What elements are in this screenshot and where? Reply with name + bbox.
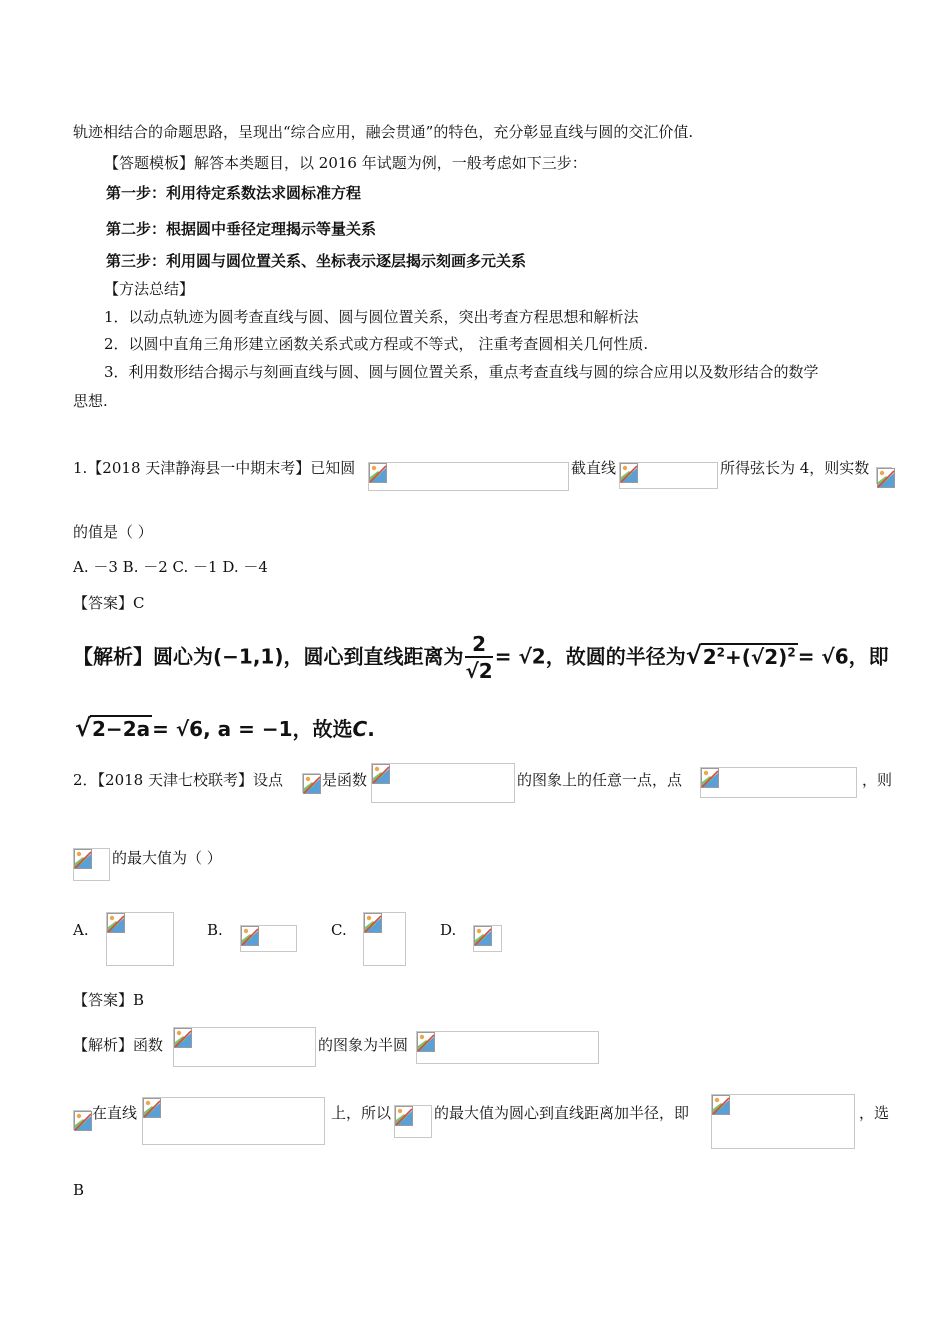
solution-equals: = √2 xyxy=(494,644,546,669)
method-item-3-cont: 思想. xyxy=(73,392,108,410)
q1-stem-part3: 所得弦长为 4，则实数 xyxy=(720,459,870,477)
step-3: 第三步：利用圆与圆位置关系、坐标表示逐层揭示刻画多元关系 xyxy=(106,252,527,270)
solution-text: ，故选 xyxy=(292,717,353,741)
solution-equals: = √6 xyxy=(797,644,849,669)
q2-stem-part5: 的最大值为（ ） xyxy=(112,849,222,867)
broken-image-icon xyxy=(363,912,406,966)
q1-options: A. －3 B. －2 C. －1 D. －4 xyxy=(73,558,268,576)
solution-center: (−1,1) xyxy=(213,644,284,669)
broken-image-icon xyxy=(368,462,569,491)
radicand-term: (√2) xyxy=(741,644,788,669)
radical-sign: √ xyxy=(75,714,92,742)
broken-image-icon xyxy=(240,925,297,952)
radical-sign: √ xyxy=(685,641,702,670)
radius-radicand xyxy=(701,643,798,669)
q2-solution-part7: B xyxy=(73,1181,85,1199)
q2-option-c-label: C. xyxy=(331,921,347,939)
q1-solution-line2 xyxy=(75,713,375,742)
step-2: 第二步：根据圆中垂径定理揭示等量关系 xyxy=(106,220,377,238)
fraction-numerator: 2 xyxy=(465,632,492,658)
distance-fraction xyxy=(465,632,492,684)
solution-choice: C xyxy=(352,717,368,741)
broken-image-icon xyxy=(711,1094,855,1149)
solution-text: ，即 xyxy=(848,644,889,669)
q1-solution-line1 xyxy=(73,632,889,684)
q2-solution-part1: 【解析】函数 xyxy=(73,1036,164,1054)
method-item-1: 1．以动点轨迹为圆考查直线与圆、圆与圆位置关系，突出考查方程思想和解析法 xyxy=(104,308,639,326)
fraction-denominator: √2 xyxy=(465,659,493,683)
broken-image-icon xyxy=(473,925,502,952)
radicand-plus: + xyxy=(725,644,742,669)
q2-stem-part1: 2．【2018 天津七校联考】设点 xyxy=(73,771,283,789)
method-item-2: 2．以圆中直角三角形建立函数关系式或方程或不等式， 注重考查圆相关几何性质. xyxy=(104,335,649,353)
broken-image-icon xyxy=(700,767,857,798)
step-1: 第一步：利用待定系数法求圆标准方程 xyxy=(106,184,362,202)
broken-image-icon xyxy=(619,462,718,489)
broken-image-icon xyxy=(142,1097,325,1145)
method-item-3: 3．利用数形结合揭示与刻画直线与圆、圆与圆位置关系，重点考查直线与圆的综合应用以及数形结合的数学 xyxy=(104,363,819,381)
q1-answer: 【答案】C xyxy=(73,594,145,612)
solution-text: ，故圆的半径为 xyxy=(545,644,686,669)
q1-stem-part2: 截直线 xyxy=(571,459,617,477)
q1-stem-part4: 的值是（ ） xyxy=(73,523,153,541)
q2-stem-part4: ，则 xyxy=(862,771,893,789)
radicand-exponent: 2 xyxy=(716,644,726,659)
template-heading: 【答题模板】解答本类题目，以 2016 年试题为例，一般考虑如下三步： xyxy=(104,154,587,172)
q2-solution-part4: 上，所以 xyxy=(331,1104,392,1122)
radicand-exponent: 2 xyxy=(787,644,796,659)
q2-solution-part6: ，选 xyxy=(859,1104,890,1122)
solution-label: 【解析】圆心为 xyxy=(73,644,213,669)
q2-option-a-label: A. xyxy=(73,921,89,939)
radicand-term: 2 xyxy=(702,644,717,669)
broken-image-icon xyxy=(106,912,174,966)
q2-solution-part5: 的最大值为圆心到直线距离加半径，即 xyxy=(434,1104,690,1122)
broken-image-icon xyxy=(416,1031,599,1064)
q2-stem-part2: 是函数 xyxy=(322,771,368,789)
q2-solution-part2: 的图象为半圆 xyxy=(318,1036,409,1054)
method-summary-title: 【方法总结】 xyxy=(104,280,195,298)
q2-solution-part3: 在直线 xyxy=(92,1104,138,1122)
broken-image-icon xyxy=(371,763,515,803)
broken-image-icon xyxy=(73,848,110,881)
broken-image-icon xyxy=(302,773,320,793)
q1-stem-part1: 1.【2018 天津静海县一中期末考】已知圆 xyxy=(73,459,356,477)
q2-option-b-label: B. xyxy=(207,921,223,939)
q2-option-d-label: D. xyxy=(440,921,457,939)
broken-image-icon xyxy=(394,1105,432,1138)
solution-text: ，圆心到直线距离为 xyxy=(283,644,464,669)
q2-stem-part3: 的图象上的任意一点，点 xyxy=(517,771,683,789)
broken-image-icon xyxy=(173,1027,316,1067)
solution-equation: = √6, a = −1 xyxy=(152,717,293,741)
broken-image-icon xyxy=(876,467,892,484)
broken-image-icon xyxy=(73,1110,91,1130)
q2-answer: 【答案】B xyxy=(73,991,145,1009)
radicand: 2−2a xyxy=(92,717,151,741)
text-line: 轨迹相结合的命题思路，呈现出“综合应用，融会贯通”的特色，充分彰显直线与圆的交汇价值. xyxy=(73,123,694,141)
solution-period: . xyxy=(367,717,375,741)
